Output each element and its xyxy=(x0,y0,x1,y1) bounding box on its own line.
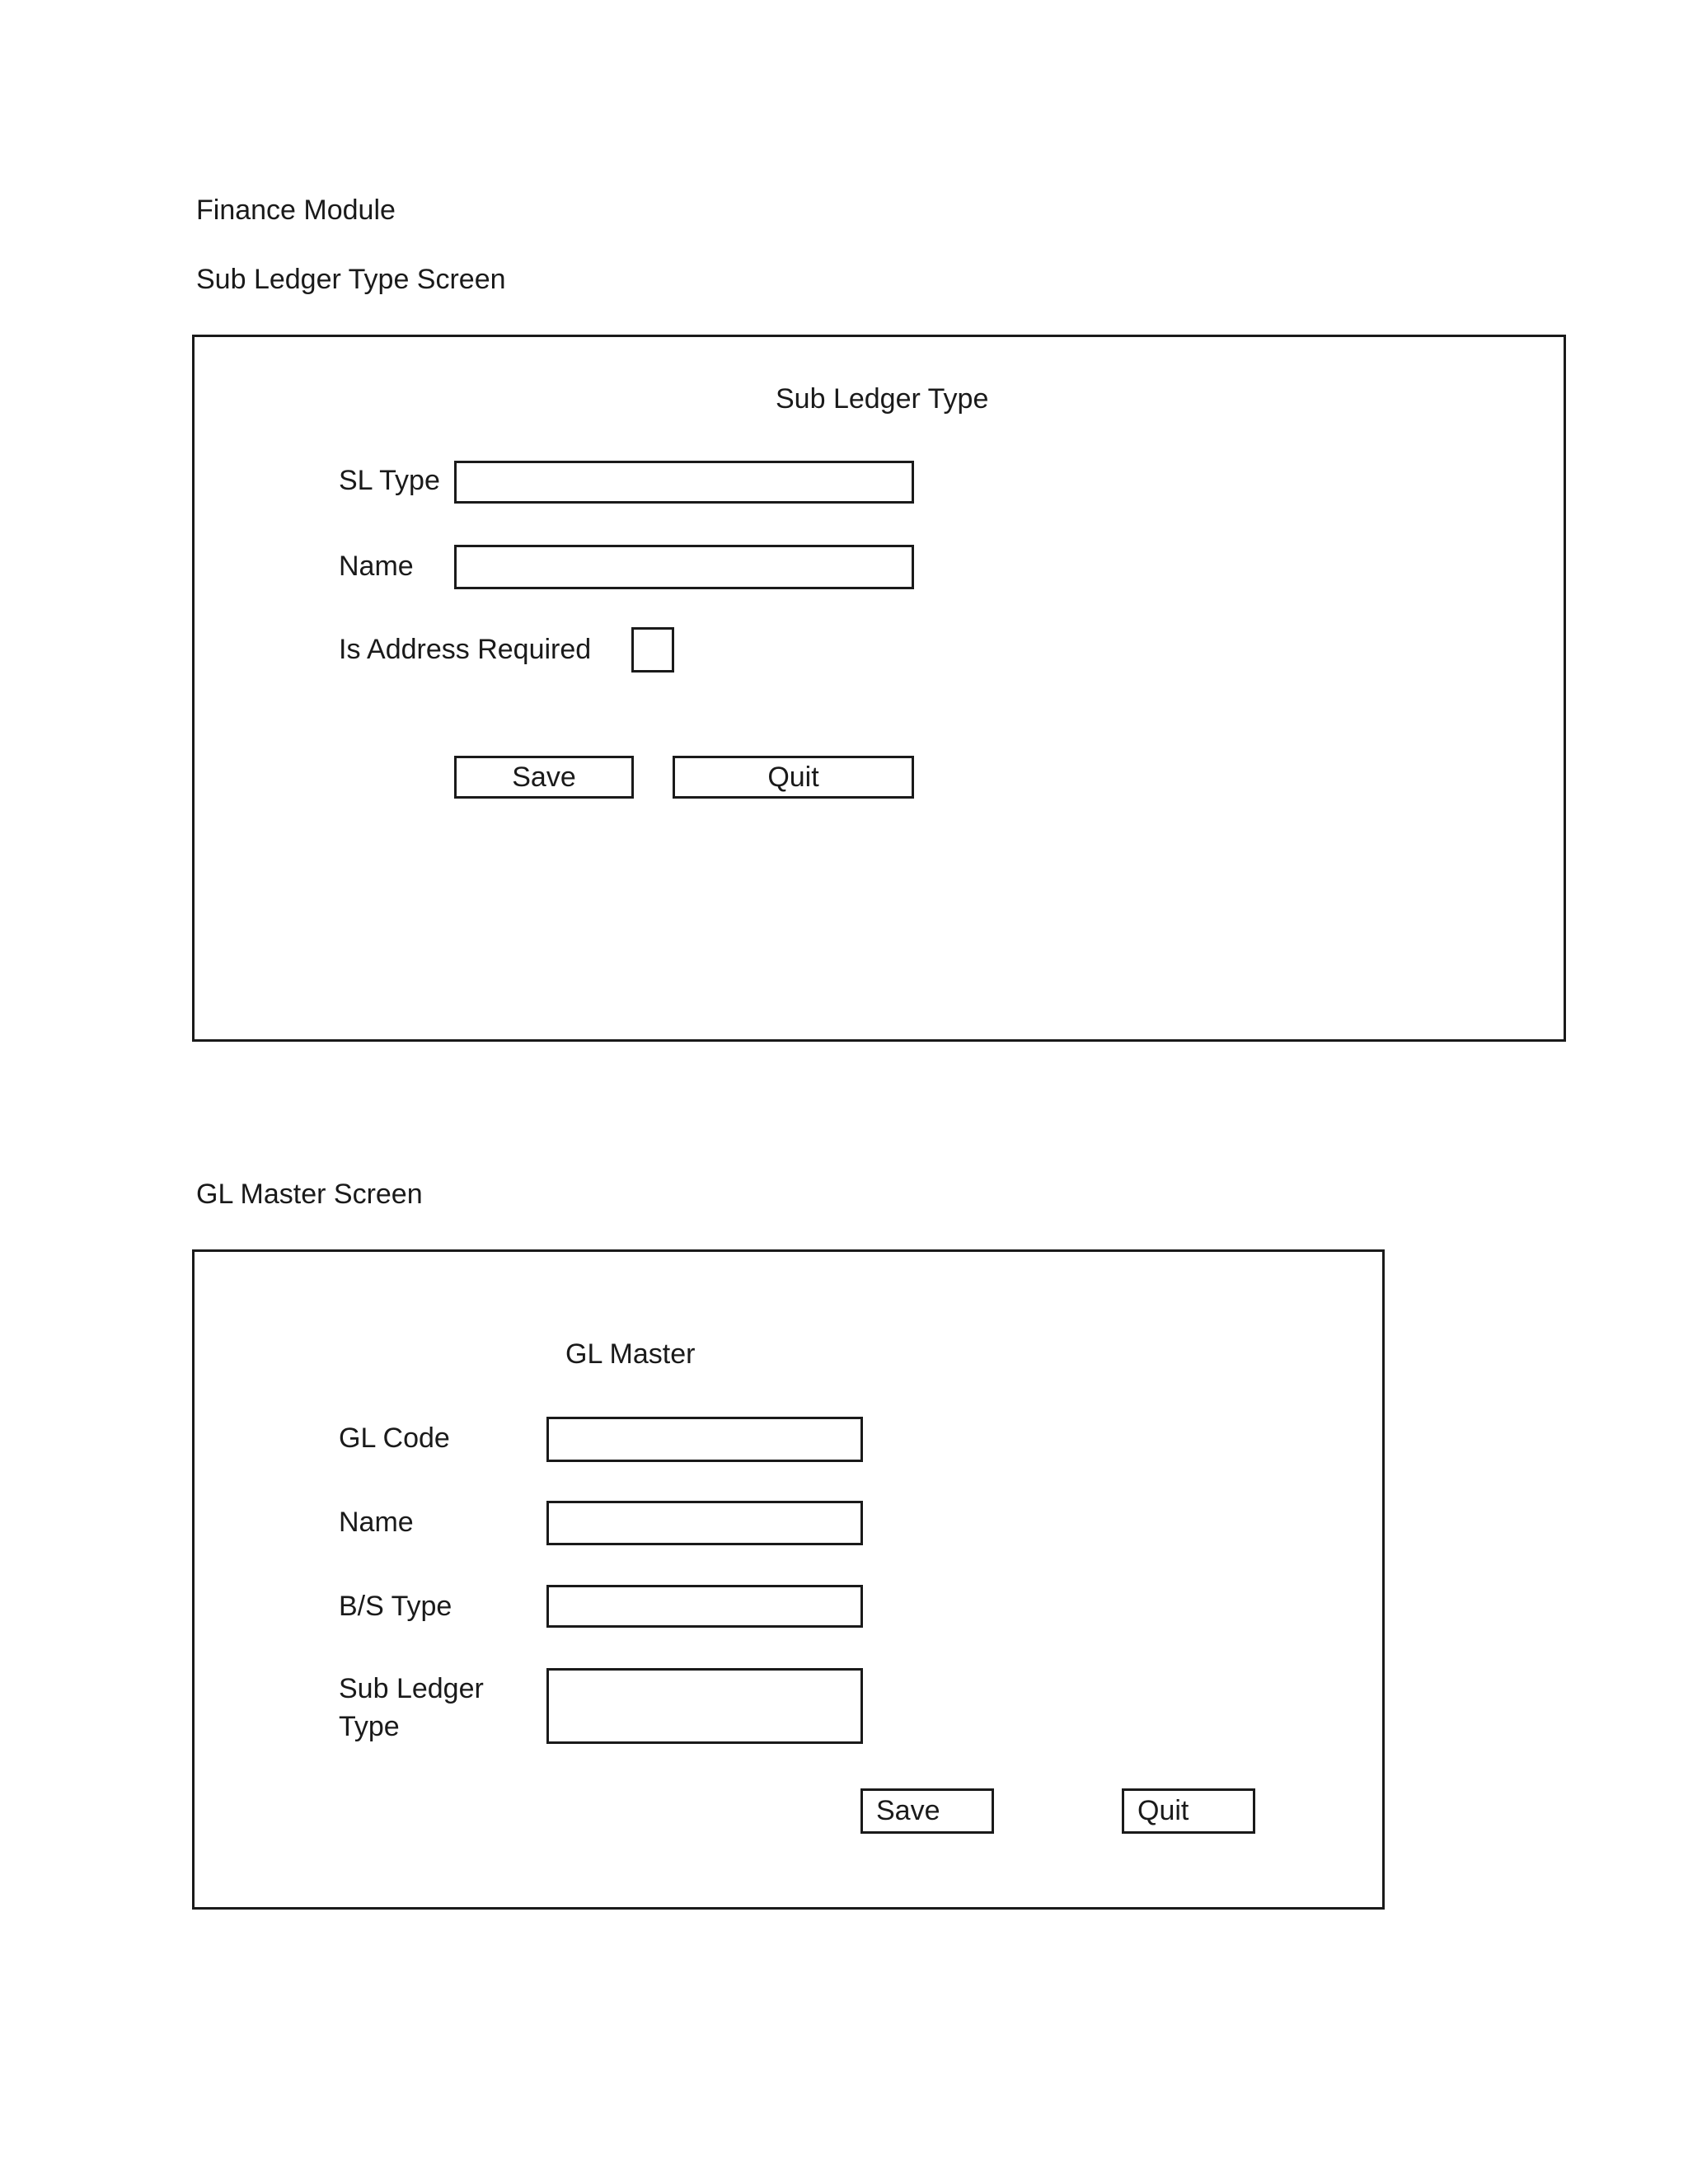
module-title: Finance Module xyxy=(196,194,396,226)
gl-name-label: Name xyxy=(339,1507,414,1538)
address-required-checkbox[interactable] xyxy=(631,627,674,673)
sl-type-label: SL Type xyxy=(339,465,440,496)
sub-ledger-type-label: Sub Ledger Type xyxy=(339,1673,484,1742)
sub-ledger-type-panel xyxy=(192,335,1566,1042)
gl-master-screen-caption: GL Master Screen xyxy=(196,1179,423,1210)
name-label: Name xyxy=(339,551,414,582)
gl-code-input[interactable] xyxy=(546,1417,863,1462)
gl-name-input[interactable] xyxy=(546,1501,863,1545)
sub-ledger-type-input[interactable] xyxy=(546,1668,863,1744)
gl-master-title: GL Master xyxy=(565,1338,696,1370)
bs-type-input[interactable] xyxy=(546,1585,863,1628)
gl-master-panel xyxy=(192,1249,1385,1910)
gl-code-label: GL Code xyxy=(339,1422,450,1454)
quit-button[interactable]: Quit xyxy=(673,756,914,799)
gl-quit-button[interactable]: Quit xyxy=(1122,1788,1255,1834)
sub-ledger-screen-caption: Sub Ledger Type Screen xyxy=(196,264,506,295)
sl-type-input[interactable] xyxy=(454,461,914,504)
bs-type-label: B/S Type xyxy=(339,1591,452,1622)
save-button[interactable]: Save xyxy=(454,756,634,799)
gl-save-button[interactable]: Save xyxy=(860,1788,994,1834)
sub-ledger-type-title: Sub Ledger Type xyxy=(776,383,989,415)
name-input[interactable] xyxy=(454,545,914,589)
address-required-label: Is Address Required xyxy=(339,634,592,665)
